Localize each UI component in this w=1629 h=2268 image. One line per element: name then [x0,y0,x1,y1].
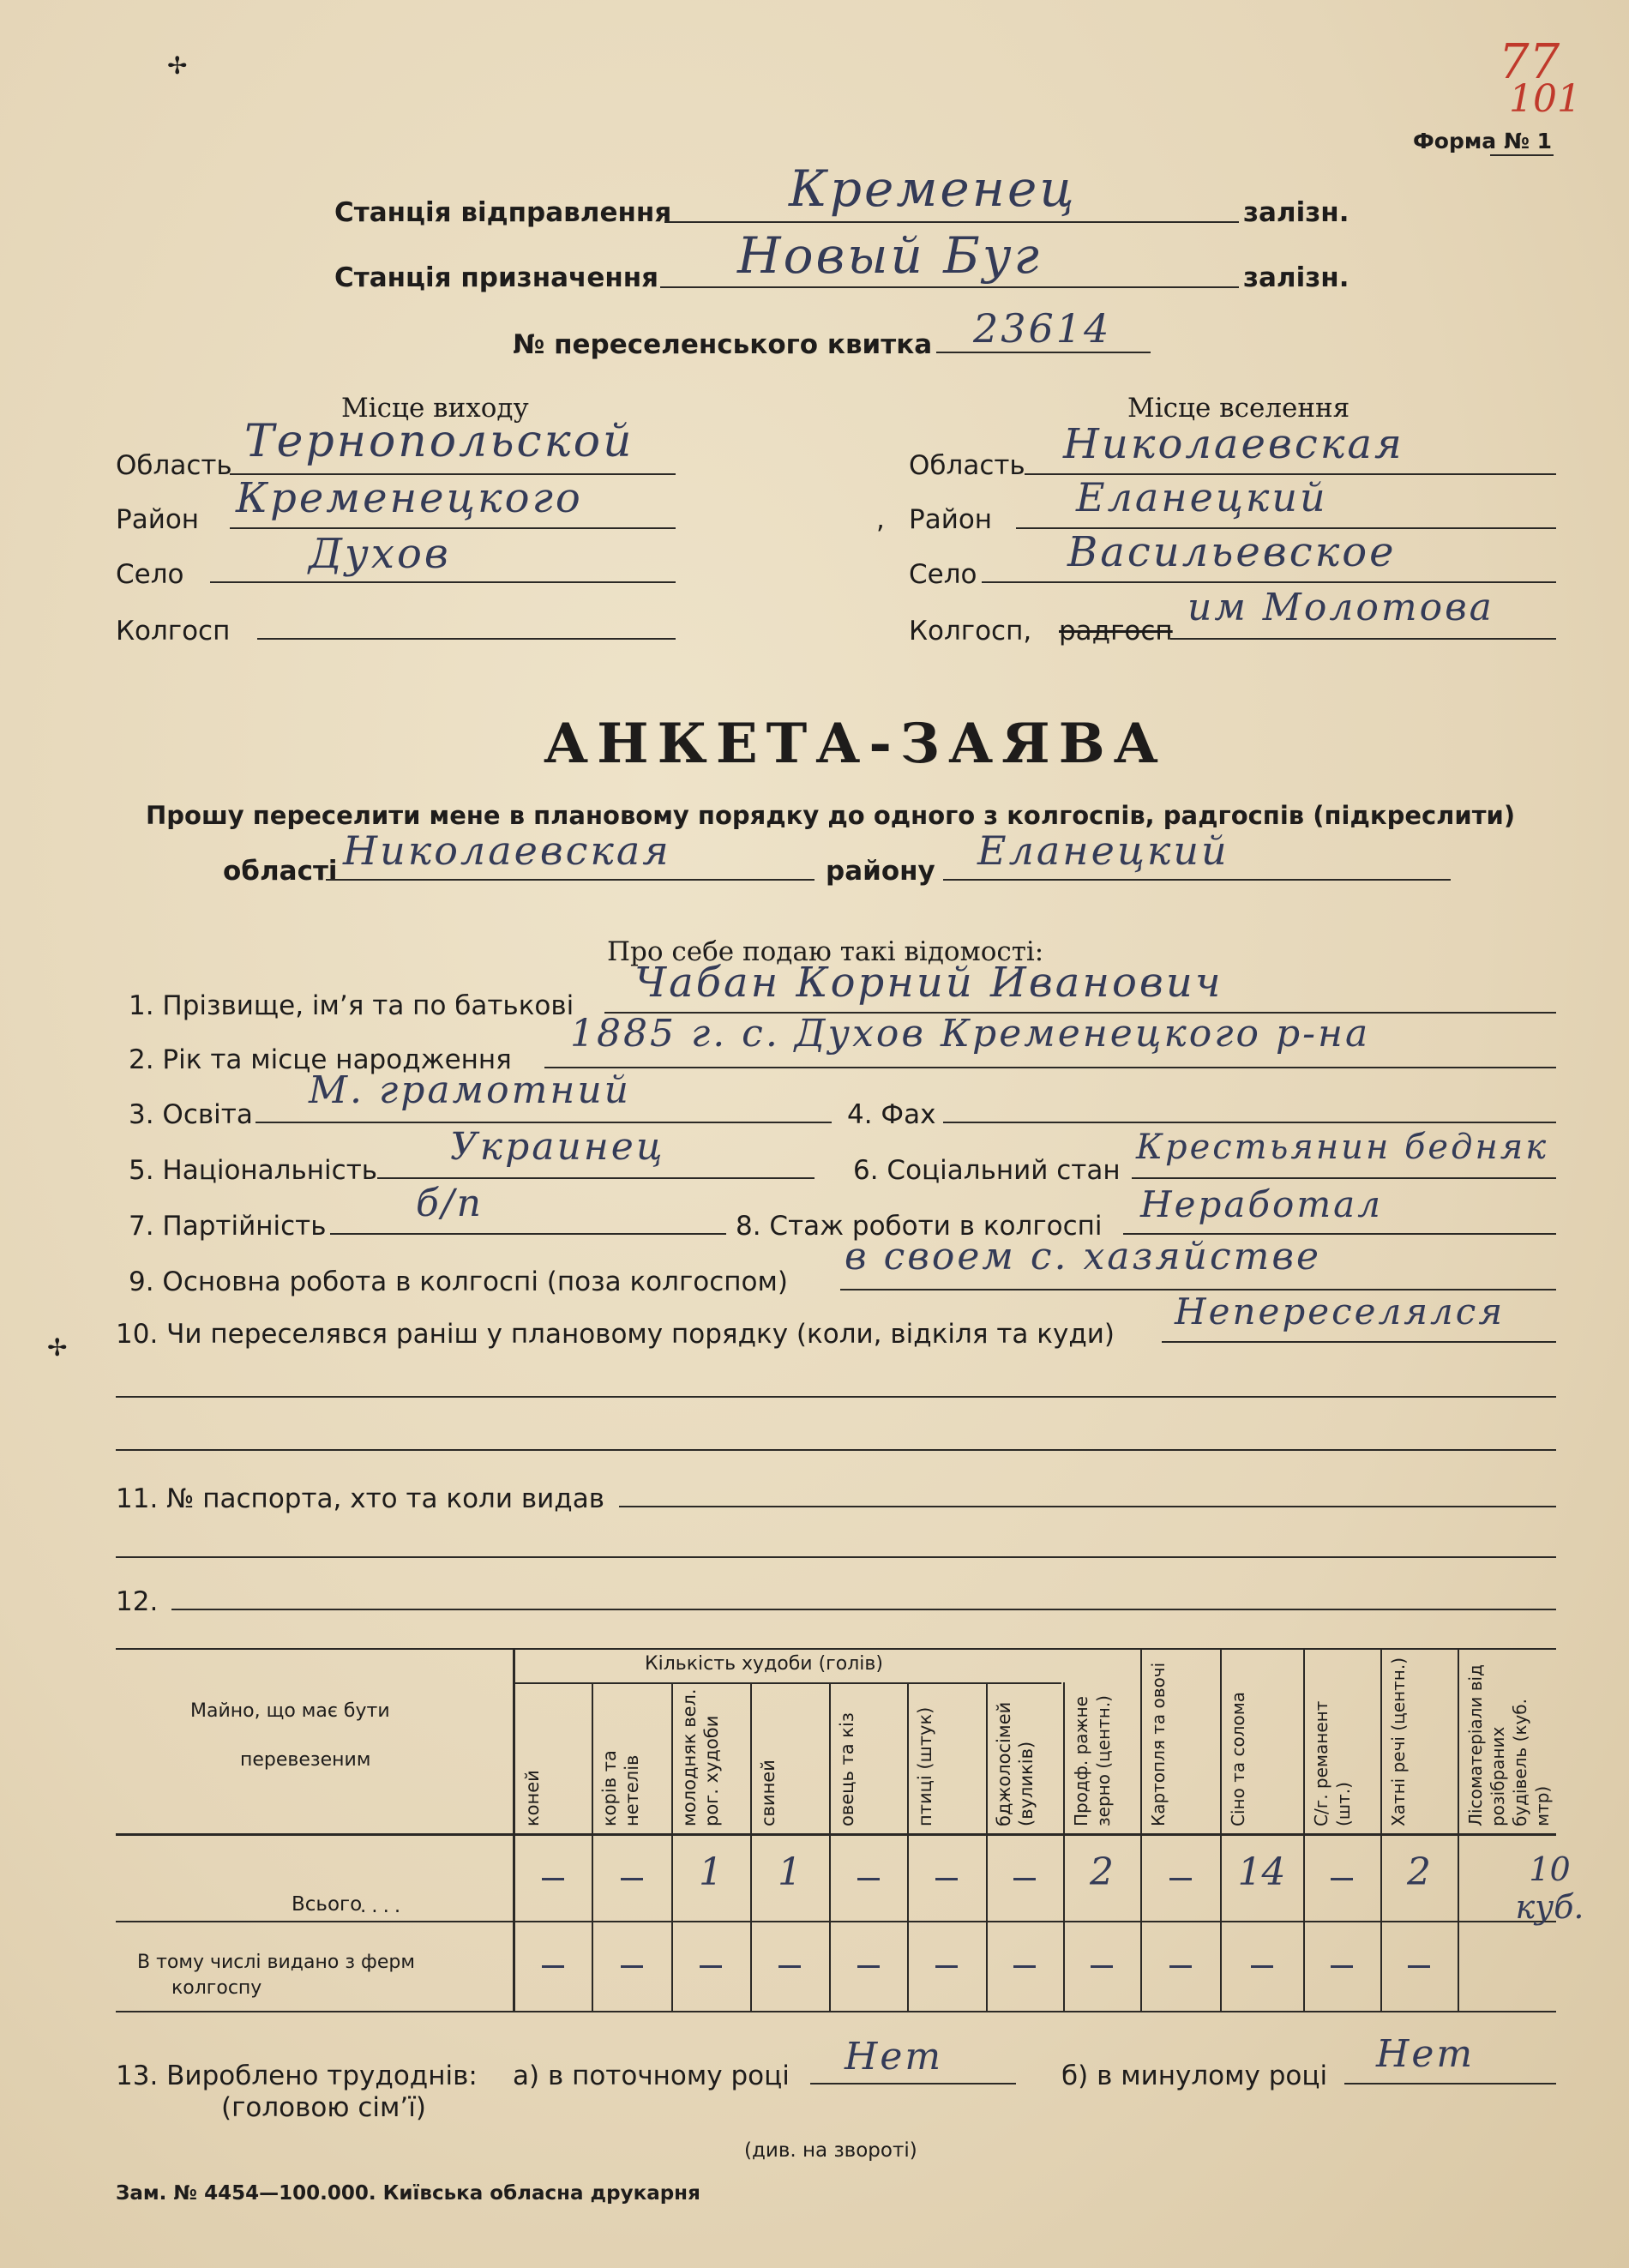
origin-oblast-value: Тернопольской [244,416,634,467]
table-column-header: Лісоматеріали від розібраних будівель (куб. мтр) [1465,1664,1553,1826]
destination-suffix: залізн. [1243,262,1349,293]
row-total-cell [1331,1878,1353,1880]
row-total-cell [1013,1878,1036,1880]
ticket-value: 23614 [973,305,1112,352]
q3-label: 3. Освіта [129,1099,253,1130]
row-farm-label-2: колгоспу [171,1977,262,1999]
printer-footer: Зам. № 4454—100.000. Київська обласна друкарня [116,2182,700,2205]
see-reverse: (див. на звороті) [744,2139,917,2162]
departure-label: Станція відправлення [334,197,672,228]
archive-number-2: 101 [1509,77,1581,121]
row-total-cell [542,1878,564,1880]
departure-suffix: залізн. [1243,197,1349,228]
row-total-cell: 1 [778,1850,802,1894]
q5-label: 5. Національність [129,1155,378,1186]
request-raion-value: Еланецкий [977,827,1229,874]
q11-label: 11. № паспорта, хто та коли видав [116,1483,604,1514]
table-column-header: корів та нетелів [599,1750,642,1826]
q12-label: 12. [116,1586,159,1617]
row-total-label: Всього [292,1893,363,1916]
row-farm-cell [1169,1965,1192,1968]
row-total-cell [621,1878,643,1880]
row-farm-cell [1091,1965,1113,1968]
row-total-cell [935,1878,958,1880]
settle-raion-label: Район [909,504,993,535]
q13b-value: Нет [1376,2032,1476,2076]
table-column-header: Продф. ражне зерно (центн.) [1071,1695,1114,1826]
table-corner-label-2: перевезеним [240,1749,371,1771]
row-total-cell: 1 [699,1850,723,1894]
origin-oblast-label: Область [116,450,232,481]
row-farm-cell [1331,1965,1353,1968]
q7-label: 7. Партійність [129,1211,327,1242]
row-total-cell: 2 [1407,1850,1431,1894]
q1-label: 1. Прізвище, ім’я та по батькові [129,990,574,1021]
form-title: АНКЕТА-ЗАЯВА [544,712,1167,776]
settle-oblast-value: Николаевская [1063,420,1404,468]
livestock-header: Кількість худоби (голів) [645,1653,883,1675]
row-total-cell: 14 [1237,1850,1286,1894]
settle-selo-label: Село [909,559,977,590]
settle-oblast-label: Область [909,450,1025,481]
about-line: Про себе подаю такі відомості: [607,936,1044,967]
destination-label: Станція призначення [334,262,659,293]
q10-label: 10. Чи переселявся раніш у плановому порядку (коли, відкіля та куди) [116,1319,1115,1350]
row-farm-cell [700,1965,722,1968]
request-oblast-value: Николаевская [343,827,671,874]
q9-value: в своем с. хазяйстве [845,1235,1321,1278]
row-farm-cell [778,1965,801,1968]
q4-label: 4. Фах [847,1099,936,1130]
q10-value: Непереселялся [1175,1290,1506,1333]
request-text: Прошу переселити мене в плановому порядку до одного з колгоспів, радгоспів (підкреслити) [146,801,1516,830]
q2-label: 2. Рік та місце народження [129,1044,512,1075]
q13-sub: (головою сім’ї) [221,2092,426,2123]
q3-value: М. грамотний [309,1068,632,1112]
settle-kolhosp-label: Колгосп, [909,616,1032,647]
destination-value: Новый Буг [737,226,1042,285]
table-column-header: молодняк вел. рог. худоби [679,1688,722,1826]
row-farm-cell [1251,1965,1273,1968]
q7-value: б/п [416,1182,484,1225]
settle-radhosp-label: радгосп [1059,616,1173,647]
q5-value: Украинец [450,1125,665,1169]
row-farm-cell [542,1965,564,1968]
q8-value: Неработал [1140,1183,1383,1225]
row-total-cell: 10 куб. [1515,1850,1584,1926]
departure-value: Кременец [789,159,1077,218]
table-column-header: птиці (штук) [915,1706,935,1826]
table-column-header: Картопля та овочі [1148,1662,1169,1826]
origin-heading: Місце виходу [341,393,529,424]
request-oblast-label: області [223,856,338,887]
row-farm-cell [935,1965,958,1968]
row-farm-cell [857,1965,880,1968]
request-raion-label: району [826,856,935,887]
settle-kolhosp-value: им Молотова [1187,586,1494,629]
settle-heading: Місце вселення [1127,393,1350,424]
origin-selo-label: Село [116,559,184,590]
row-farm-cell [1013,1965,1036,1968]
q1-value: Чабан Корний Иванович [634,959,1223,1007]
origin-raion-value: Кременецкого [236,474,583,522]
form-page: 77 101 Форма № 1 Станція відправлення Кременец залізн. Станція призначення Новый Буг залізн. № переселенського квитка 23614 Місце виходу Місце вселення Область Тернопольской Область Николаевская Район Кременецкого , Район Еланецкий Село Духов Село Васильевское Колгосп Колгосп, радгосп им Молотова АНКЕТА-ЗАЯВА Прошу переселити мене в плановому порядку до одного з колгоспів, радгоспів (підкреслити) області Николаевская району Еланецкий Про себе подаю такі відомості: 1. Прізвище, ім’я та по батькові Чабан Корний Иванович 2. Рік та місце народження 1885 г. с. Духов Кременецкого р-на 3. Освіта М. грамотний 4. Фах 5. Національність Украинец 6. Соціальний стан Крестьянин бедняк 7. Партійність б/п 8. Стаж роботи в колгоспі Неработал 9. Основна робота в колгоспі (поза колгоспом) в своем с. хазяйстве 10. Чи переселявся раніш у плановому порядку (коли, відкіля та куди) Непереселялся 11. № паспорта, хто та коли видав 12. Майно, що має бути перевезеним Кількість худоби (голів) Всього .... В тому числі видано з ферм колгоспу 13. Вироблено трудоднів: (головою сім’ї) а) в поточному році Нет б) в минулому році Нет (див. на звороті) Зам. № 4454—100.000. Київська обласна друкарня ✢ ✢ коней корів та нетелів молодняк вел. рог. худоби свиней овець та кіз птиці (штук) бджолосімей (вуликів) Продф. ражне зерно (центн.) Картопля та овочі Сіно та солома С/г. реманент (шт.) Хатні речі (центн.) Лісоматеріали від розібраних будівель (куб. мтр) 1 1 2 14 2 10 куб. [0,0,1629,2268]
origin-kolhosp-label: Колгосп [116,616,231,647]
table-corner-label-1: Майно, що має бути [190,1700,390,1722]
q9-label: 9. Основна робота в колгоспі (поза колгоспом) [129,1266,788,1297]
q6-label: 6. Соціальний стан [853,1155,1121,1186]
q13a-value: Нет [845,2035,944,2078]
archive-number: 77 [1499,34,1560,90]
table-column-header: овець та кіз [837,1712,857,1826]
form-number: Форма № 1 [1413,129,1553,153]
q13b-label: б) в минулому році [1061,2060,1328,2091]
q6-value: Крестьянин бедняк [1136,1128,1549,1167]
q13-label: 13. Вироблено трудоднів: [116,2060,478,2091]
row-farm-cell [621,1965,643,1968]
row-farm-label-1: В тому числі видано з ферм [137,1952,415,1973]
row-total-cell [1169,1878,1192,1880]
q2-value: 1885 г. с. Духов Кременецкого р-на [570,1012,1371,1056]
table-column-header: бджолосімей (вуликів) [994,1701,1037,1826]
table-column-header: коней [522,1770,543,1826]
origin-selo-value: Духов [309,530,451,578]
row-total-cell: 2 [1090,1850,1114,1894]
table-column-header: свиней [758,1760,778,1826]
q8-label: 8. Стаж роботи в колгоспі [736,1211,1103,1242]
table-column-header: Хатні речі (центн.) [1388,1657,1409,1826]
q13a-label: а) в поточному році [513,2060,790,2091]
origin-raion-label: Район [116,504,200,535]
row-total-cell [857,1878,880,1880]
row-farm-cell [1408,1965,1430,1968]
settle-raion-value: Еланецкий [1076,474,1328,520]
ticket-label: № переселенського квитка [513,329,933,360]
table-column-header: Сіно та солома [1228,1691,1248,1826]
settle-selo-value: Васильевское [1067,528,1397,576]
table-column-header: С/г. реманент (шт.) [1311,1700,1354,1826]
